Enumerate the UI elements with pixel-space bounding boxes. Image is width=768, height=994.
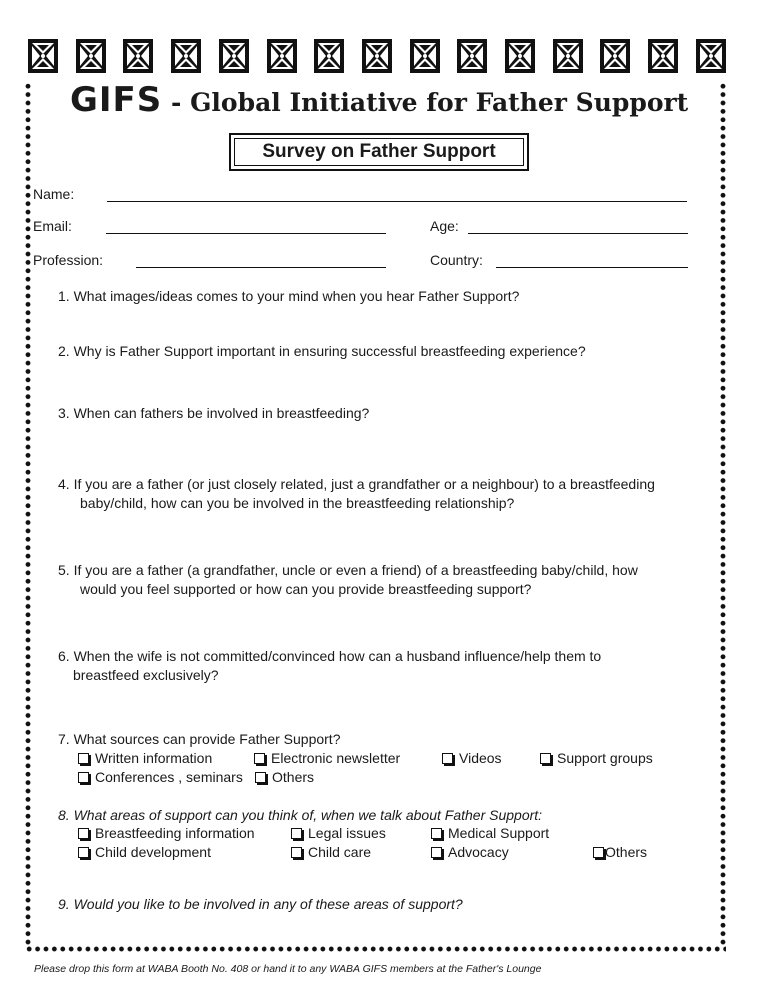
tile-ornament-icon (76, 39, 106, 73)
checkbox-icon (431, 847, 442, 858)
question-6-line-1: 6. When the wife is not committed/convinced how can a husband influence/help them to (58, 648, 602, 664)
tile-ornament-icon (505, 39, 535, 73)
question-3: 3. When can fathers be involved in breastfeeding? (58, 405, 370, 421)
q7-option-written-information[interactable]: Written information (78, 749, 212, 768)
question-1: 1. What images/ideas comes to your mind when you hear Father Support? (58, 288, 520, 304)
checkbox-icon (78, 828, 89, 839)
q7-option-conferences-seminars[interactable]: Conferences , seminars (78, 768, 243, 787)
tile-ornament-icon (219, 39, 249, 73)
age-label: Age: (430, 218, 459, 234)
dotted-border-right (720, 82, 726, 948)
country-label: Country: (430, 252, 483, 268)
email-label: Email: (33, 218, 72, 234)
q8-option-breastfeeding-information[interactable]: Breastfeeding information (78, 824, 255, 843)
question-7: 7. What sources can provide Father Support? (58, 731, 341, 747)
tile-ornament-icon (28, 39, 58, 73)
survey-title-box (229, 133, 529, 171)
checkbox-icon (593, 847, 604, 858)
tile-ornament-icon (267, 39, 297, 73)
checkbox-icon (291, 847, 302, 858)
profession-label: Profession: (33, 252, 104, 268)
checkbox-icon (78, 847, 89, 858)
question-4-line-1: 4. If you are a father (or just closely related, just a grandfather or a neighbour) to a breastfeeding (58, 476, 655, 492)
tile-ornament-icon (600, 39, 630, 73)
question-5-line-1: 5. If you are a father (a grandfather, uncle or even a friend) of a breastfeeding baby/child, how (58, 562, 638, 578)
question-2: 2. Why is Father Support important in ensuring successful breastfeeding experience? (58, 343, 586, 359)
dotted-border-left (25, 82, 31, 948)
tile-ornament-icon (314, 39, 344, 73)
question-6-line-2: breastfeed exclusively? (73, 667, 219, 683)
checkbox-icon (254, 753, 265, 764)
question-9: 9. Would you like to be involved in any of these areas of support? (58, 896, 463, 912)
checkbox-icon (442, 753, 453, 764)
checkbox-icon (255, 772, 266, 783)
tile-ornament-icon (648, 39, 678, 73)
footer-note: Please drop this form at WABA Booth No. 408 or hand it to any WABA GIFS members at the Father's Lounge (34, 963, 542, 975)
tile-ornament-icon (123, 39, 153, 73)
checkbox-icon (78, 753, 89, 764)
tile-ornament-icon (553, 39, 583, 73)
q8-option-child-care[interactable]: Child care (291, 843, 371, 862)
question-4 (58, 475, 708, 513)
question-6 (58, 647, 708, 685)
question-8: 8. What areas of support can you think of, when we talk about Father Support: (58, 807, 543, 823)
q7-option-others[interactable]: Others (255, 768, 314, 787)
decorative-tile-band (28, 39, 726, 73)
name-label: Name: (33, 186, 75, 202)
q7-option-videos[interactable]: Videos (442, 749, 502, 768)
tile-ornament-icon (410, 39, 440, 73)
tile-ornament-icon (171, 39, 201, 73)
q7-option-electronic-newsletter[interactable]: Electronic newsletter (254, 749, 400, 768)
page-title (70, 80, 710, 124)
age-field[interactable] (468, 233, 688, 234)
title-full-name: - Global Initiative for Father Support (162, 88, 689, 117)
question-5-line-2: would you feel supported or how can you provide breastfeeding support? (80, 581, 532, 597)
checkbox-icon (431, 828, 442, 839)
tile-ornament-icon (362, 39, 392, 73)
dotted-border-bottom (25, 946, 726, 952)
name-field[interactable] (107, 201, 687, 202)
survey-title: Survey on Father Support (234, 138, 524, 166)
profession-field[interactable] (136, 267, 386, 268)
email-field[interactable] (106, 233, 386, 234)
q8-option-legal-issues[interactable]: Legal issues (291, 824, 386, 843)
q8-option-others[interactable]: Others (593, 843, 647, 862)
checkbox-icon (78, 772, 89, 783)
q7-option-support-groups[interactable]: Support groups (540, 749, 653, 768)
question-4-line-2: baby/child, how can you be involved in the breastfeeding relationship? (80, 495, 515, 511)
checkbox-icon (540, 753, 551, 764)
q8-option-medical-support[interactable]: Medical Support (431, 824, 549, 843)
question-5 (58, 561, 708, 599)
q8-option-child-development[interactable]: Child development (78, 843, 211, 862)
tile-ornament-icon (457, 39, 487, 73)
title-acronym: GIFS (70, 80, 163, 120)
q8-option-advocacy[interactable]: Advocacy (431, 843, 509, 862)
country-field[interactable] (496, 267, 688, 268)
tile-ornament-icon (696, 39, 726, 73)
checkbox-icon (291, 828, 302, 839)
